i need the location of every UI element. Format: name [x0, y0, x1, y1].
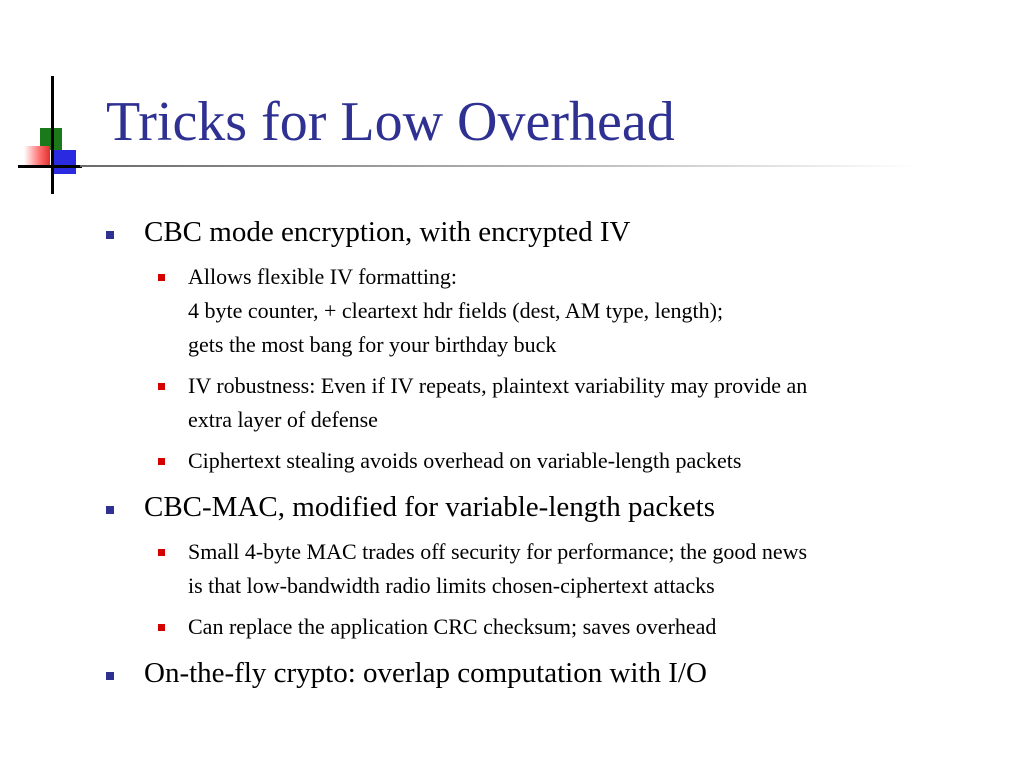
bullet-marker-icon	[106, 672, 114, 680]
sub-bullet-line: gets the most bang for your birthday buck	[188, 332, 557, 357]
sub-bullet-line: is that low-bandwidth radio limits chosen-ciphertext attacks	[188, 573, 715, 598]
bullet-text: On-the-fly crypto: overlap computation with I/O	[144, 657, 707, 689]
sub-bullet-marker-icon	[158, 624, 165, 631]
bullet-text: CBC-MAC, modified for variable-length packets	[144, 491, 716, 523]
sub-bullet-line: Can replace the application CRC checksum; saves overhead	[188, 614, 717, 639]
slide-title: Tricks for Low Overhead	[106, 91, 675, 153]
sub-bullet-line: 4 byte counter, + cleartext hdr fields (dest, AM type, length);	[188, 298, 724, 323]
sub-bullet-marker-icon	[158, 549, 165, 556]
sub-bullet-line: extra layer of defense	[188, 407, 378, 432]
sub-bullet-line: Allows flexible IV formatting:	[188, 264, 458, 289]
sub-bullet-marker-icon	[158, 274, 165, 281]
sub-bullet-line: IV robustness: Even if IV repeats, plaintext variability may provide an	[188, 373, 808, 398]
sub-bullet-line: Small 4-byte MAC trades off security for performance; the good news	[188, 539, 808, 564]
sub-bullet-marker-icon	[158, 458, 165, 465]
sub-bullet-marker-icon	[158, 383, 165, 390]
bullet-text: CBC mode encryption, with encrypted IV	[144, 216, 631, 248]
sub-bullet-line: Ciphertext stealing avoids overhead on variable-length packets	[188, 448, 742, 473]
bullet-marker-icon	[106, 231, 114, 239]
bullet-marker-icon	[106, 506, 114, 514]
